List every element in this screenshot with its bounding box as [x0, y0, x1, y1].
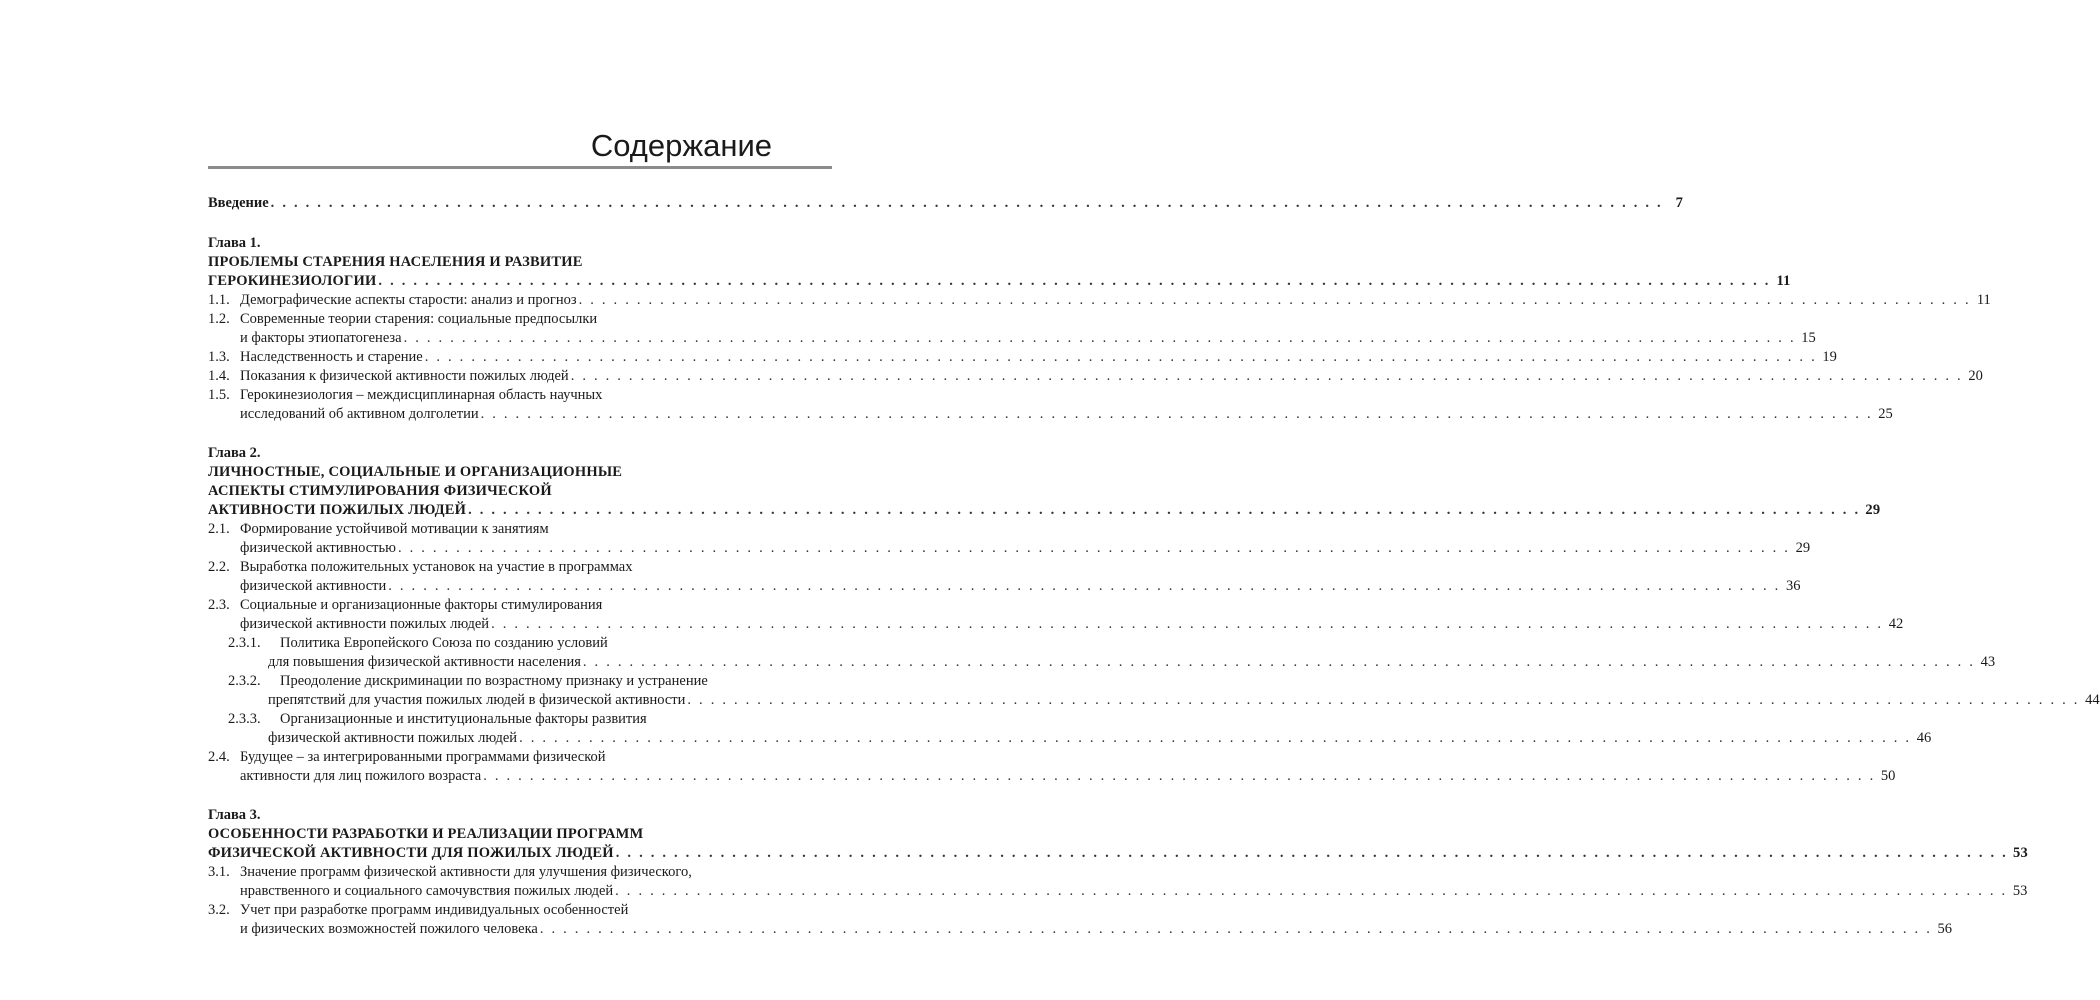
toc-section[interactable] [208, 767, 1896, 786]
section-number: 1.1. [208, 292, 230, 308]
toc-subsection[interactable] [208, 634, 772, 653]
chapter-block [208, 234, 1991, 424]
toc-section[interactable] [208, 329, 1816, 348]
chapter-page: 53 [2013, 845, 2028, 861]
chapter-title-text: ЛИЧНОСТНЫЕ, СОЦИАЛЬНЫЕ И ОРГАНИЗАЦИОННЫЕ [208, 464, 623, 480]
spacer [208, 786, 772, 806]
dot-leader: . . . . . . . . . . . . . . . . . . . . . . . . . . . . . . . . . . . . . . . . . . . . . . . . . . . . . . . . . . . . . . . . . . . . . . . . . . . . . . . . . . . . . . . . . . . . . . . . . . . . . . . . . . . . . . . . . . . . . . . . [578, 292, 1971, 308]
toc-intro[interactable] [208, 194, 1683, 213]
section-page: 43 [1980, 654, 1996, 670]
chapter-title-line[interactable] [208, 825, 772, 844]
section-number: 3.2. [208, 902, 230, 918]
toc-section[interactable] [208, 558, 772, 577]
section-page: 36 [1785, 578, 1801, 594]
section-page: 19 [1822, 349, 1837, 365]
dot-leader: . . . . . . . . . . . . . . . . . . . . . . . . . . . . . . . . . . . . . . . . . . . . . . . . . . . . . . . . . . . . . . . . . . . . . . . . . . . . . . . . . . . . . . . . . . . . . . . . . . . . . . . . . . . . . . . . . . . . . . . . [480, 406, 1873, 422]
toc-section[interactable] [208, 348, 1837, 367]
section-title: физической активности пожилых людей [268, 730, 518, 746]
dot-leader: . . . . . . . . . . . . . . . . . . . . . . . . . . . . . . . . . . . . . . . . . . . . . . . . . . . . . . . . . . . . . . . . . . . . . . . . . . . . . . . . . . . . . . . . . . . . . . . . . . . . . . . . . . . . . . . . . . . . . . . . [270, 195, 1663, 211]
section-title: Наследственность и старение [240, 349, 423, 365]
chapter-block [208, 444, 2100, 786]
section-page: 56 [1937, 921, 1953, 937]
dot-leader: . . . . . . . . . . . . . . . . . . . . . . . . . . . . . . . . . . . . . . . . . . . . . . . . . . . . . . . . . . . . . . . . . . . . . . . . . . . . . . . . . . . . . . . . . . . . . . . . . . . . . . . . . . . . . . . . . . . . . . . . [570, 368, 1963, 384]
section-title: Организационные и институциональные факторы развития [280, 711, 647, 727]
toc-section[interactable] [208, 920, 1953, 939]
section-title: и физических возможностей пожилого человека [240, 921, 538, 937]
section-title: Выработка положительных установок на участие в программах [240, 559, 633, 575]
section-number: 2.3.3. [228, 711, 261, 727]
chapter-title-line[interactable] [208, 844, 2028, 863]
chapter-title-text: ПРОБЛЕМЫ СТАРЕНИЯ НАСЕЛЕНИЯ И РАЗВИТИЕ [208, 254, 583, 270]
chapter-title-text: ОСОБЕННОСТИ РАЗРАБОТКИ И РЕАЛИЗАЦИИ ПРОГРАММ [208, 826, 644, 842]
toc-section[interactable] [208, 615, 1904, 634]
chapters-list [208, 234, 2100, 939]
dot-leader: . . . . . . . . . . . . . . . . . . . . . . . . . . . . . . . . . . . . . . . . . . . . . . . . . . . . . . . . . . . . . . . . . . . . . . . . . . . . . . . . . . . . . . . . . . . . . . . . . . . . . . . . . . . . . . . . . . . . . . . . [378, 273, 1771, 289]
chapter-label: Глава 1. [208, 235, 261, 251]
section-number: 2.2. [208, 559, 230, 575]
toc-subsection[interactable] [208, 710, 772, 729]
chapter-page: 11 [1776, 273, 1791, 289]
section-page: 53 [2012, 883, 2028, 899]
section-title: Демографические аспекты старости: анализ и прогноз [240, 292, 577, 308]
section-number: 1.5. [208, 387, 230, 403]
chapter-label: Глава 3. [208, 807, 261, 823]
toc-section[interactable] [208, 310, 772, 329]
section-title: исследований об активном долголетии [240, 406, 479, 422]
chapter-title-line[interactable] [208, 463, 772, 482]
chapter-title-line[interactable] [208, 501, 1881, 520]
section-title: и факторы этиопатогенеза [240, 330, 402, 346]
section-number: 2.4. [208, 749, 230, 765]
section-title: Учет при разработке программ индивидуальных особенностей [240, 902, 629, 918]
section-title: активности для лиц пожилого возраста [240, 768, 482, 784]
section-title: для повышения физической активности населения [268, 654, 581, 670]
toc-section[interactable] [208, 882, 2028, 901]
toc-section[interactable] [208, 405, 1893, 424]
section-page: 25 [1878, 406, 1893, 422]
chapter-title-text: ГЕРОКИНЕЗИОЛОГИИ [208, 273, 377, 289]
section-page: 46 [1916, 730, 1932, 746]
section-title: физической активности пожилых людей [240, 616, 490, 632]
chapter-title-line[interactable] [208, 253, 772, 272]
dot-leader: . . . . . . . . . . . . . . . . . . . . . . . . . . . . . . . . . . . . . . . . . . . . . . . . . . . . . . . . . . . . . . . . . . . . . . . . . . . . . . . . . . . . . . . . . . . . . . . . . . . . . . . . . . . . . . . . . . . . . . . . [388, 578, 1781, 594]
chapter-title-line[interactable] [208, 482, 772, 501]
section-title: нравственного и социального самочувствия пожилых людей [240, 883, 614, 899]
section-page: 20 [1968, 368, 1983, 384]
toc-section[interactable] [208, 901, 772, 920]
toc-intro-title: Введение [208, 195, 269, 211]
dot-leader: . . . . . . . . . . . . . . . . . . . . . . . . . . . . . . . . . . . . . . . . . . . . . . . . . . . . . . . . . . . . . . . . . . . . . . . . . . . . . . . . . . . . . . . . . . . . . . . . . . . . . . . . . . . . . . . . . . . . . . . . [687, 692, 2080, 708]
dot-leader: . . . . . . . . . . . . . . . . . . . . . . . . . . . . . . . . . . . . . . . . . . . . . . . . . . . . . . . . . . . . . . . . . . . . . . . . . . . . . . . . . . . . . . . . . . . . . . . . . . . . . . . . . . . . . . . . . . . . . . . . [468, 502, 1861, 518]
toc-section[interactable] [208, 386, 772, 405]
toc-section[interactable] [208, 577, 1801, 596]
toc-subsection[interactable] [208, 672, 772, 691]
section-number: 1.3. [208, 349, 230, 365]
title-underline [208, 166, 832, 169]
section-page: 11 [1976, 292, 1991, 308]
section-page: 29 [1795, 540, 1811, 556]
section-title: Преодоление дискриминации по возрастному признаку и устранение [280, 673, 708, 689]
section-page: 15 [1801, 330, 1816, 346]
section-title: Политика Европейского Союза по созданию условий [280, 635, 608, 651]
section-title: препятствий для участия пожилых людей в физической активности [268, 692, 686, 708]
spacer [208, 424, 772, 444]
toc-section[interactable] [208, 367, 1983, 386]
toc-section[interactable] [208, 596, 772, 615]
section-title: Будущее – за интегрированными программами физической [240, 749, 606, 765]
toc-intro-page: 7 [1675, 195, 1683, 211]
dot-leader: . . . . . . . . . . . . . . . . . . . . . . . . . . . . . . . . . . . . . . . . . . . . . . . . . . . . . . . . . . . . . . . . . . . . . . . . . . . . . . . . . . . . . . . . . . . . . . . . . . . . . . . . . . . . . . . . . . . . . . . . [539, 921, 1933, 937]
dot-leader: . . . . . . . . . . . . . . . . . . . . . . . . . . . . . . . . . . . . . . . . . . . . . . . . . . . . . . . . . . . . . . . . . . . . . . . . . . . . . . . . . . . . . . . . . . . . . . . . . . . . . . . . . . . . . . . . . . . . . . . . [397, 540, 1791, 556]
toc-section[interactable] [208, 539, 1811, 558]
section-title: Герокинезиология – междисциплинарная область научных [240, 387, 603, 403]
dot-leader: . . . . . . . . . . . . . . . . . . . . . . . . . . . . . . . . . . . . . . . . . . . . . . . . . . . . . . . . . . . . . . . . . . . . . . . . . . . . . . . . . . . . . . . . . . . . . . . . . . . . . . . . . . . . . . . . . . . . . . . . [491, 616, 1884, 632]
section-number: 1.4. [208, 368, 230, 384]
toc-section[interactable] [208, 520, 772, 539]
section-page: 50 [1880, 768, 1896, 784]
section-title: Показания к физической активности пожилых людей [240, 368, 569, 384]
section-number: 1.2. [208, 311, 230, 327]
chapter-title-text: АКТИВНОСТИ ПОЖИЛЫХ ЛЮДЕЙ [208, 502, 467, 518]
chapter-label: Глава 2. [208, 445, 261, 461]
chapter-title-text: АСПЕКТЫ СТИМУЛИРОВАНИЯ ФИЗИЧЕСКОЙ [208, 483, 552, 499]
dot-leader: . . . . . . . . . . . . . . . . . . . . . . . . . . . . . . . . . . . . . . . . . . . . . . . . . . . . . . . . . . . . . . . . . . . . . . . . . . . . . . . . . . . . . . . . . . . . . . . . . . . . . . . . . . . . . . . . . . . . . . . . [615, 883, 2008, 899]
section-page: 44 [2085, 692, 2100, 708]
dot-leader: . . . . . . . . . . . . . . . . . . . . . . . . . . . . . . . . . . . . . . . . . . . . . . . . . . . . . . . . . . . . . . . . . . . . . . . . . . . . . . . . . . . . . . . . . . . . . . . . . . . . . . . . . . . . . . . . . . . . . . . . [483, 768, 1876, 784]
section-title: Современные теории старения: социальные предпосылки [240, 311, 598, 327]
chapter-block [208, 806, 2028, 939]
toc-section[interactable] [208, 863, 772, 882]
page-title: Содержание [590, 128, 772, 163]
section-title: физической активностью [240, 540, 396, 556]
dot-leader: . . . . . . . . . . . . . . . . . . . . . . . . . . . . . . . . . . . . . . . . . . . . . . . . . . . . . . . . . . . . . . . . . . . . . . . . . . . . . . . . . . . . . . . . . . . . . . . . . . . . . . . . . . . . . . . . . . . . . . . . [615, 845, 2008, 861]
spacer [208, 213, 772, 234]
table-of-contents [208, 194, 2100, 939]
toc-section[interactable] [208, 748, 772, 767]
section-title: Формирование устойчивой мотивации к занятиям [240, 521, 549, 537]
chapter-title-line[interactable] [208, 272, 1791, 291]
dot-leader: . . . . . . . . . . . . . . . . . . . . . . . . . . . . . . . . . . . . . . . . . . . . . . . . . . . . . . . . . . . . . . . . . . . . . . . . . . . . . . . . . . . . . . . . . . . . . . . . . . . . . . . . . . . . . . . . . . . . . . . . [519, 730, 1912, 746]
section-number: 3.1. [208, 864, 230, 880]
dot-leader: . . . . . . . . . . . . . . . . . . . . . . . . . . . . . . . . . . . . . . . . . . . . . . . . . . . . . . . . . . . . . . . . . . . . . . . . . . . . . . . . . . . . . . . . . . . . . . . . . . . . . . . . . . . . . . . . . . . . . . . . [582, 654, 1976, 670]
chapter-title-text: ФИЗИЧЕСКОЙ АКТИВНОСТИ ДЛЯ ПОЖИЛЫХ ЛЮДЕЙ [208, 845, 614, 861]
toc-section[interactable] [208, 291, 1991, 310]
section-number: 2.3.1. [228, 635, 261, 651]
section-title: физической активности [240, 578, 387, 594]
toc-subsection[interactable] [208, 691, 2100, 710]
section-title: Социальные и организационные факторы стимулирования [240, 597, 603, 613]
section-title: Значение программ физической активности для улучшения физического, [240, 864, 692, 880]
section-number: 2.3.2. [228, 673, 261, 689]
section-page: 42 [1888, 616, 1904, 632]
dot-leader: . . . . . . . . . . . . . . . . . . . . . . . . . . . . . . . . . . . . . . . . . . . . . . . . . . . . . . . . . . . . . . . . . . . . . . . . . . . . . . . . . . . . . . . . . . . . . . . . . . . . . . . . . . . . . . . . . . . . . . . . [424, 349, 1817, 365]
toc-subsection[interactable] [208, 729, 1932, 748]
section-number: 2.3. [208, 597, 230, 613]
toc-subsection[interactable] [208, 653, 1996, 672]
dot-leader: . . . . . . . . . . . . . . . . . . . . . . . . . . . . . . . . . . . . . . . . . . . . . . . . . . . . . . . . . . . . . . . . . . . . . . . . . . . . . . . . . . . . . . . . . . . . . . . . . . . . . . . . . . . . . . . . . . . . . . . . [403, 330, 1796, 346]
section-number: 2.1. [208, 521, 230, 537]
chapter-page: 29 [1865, 502, 1881, 518]
